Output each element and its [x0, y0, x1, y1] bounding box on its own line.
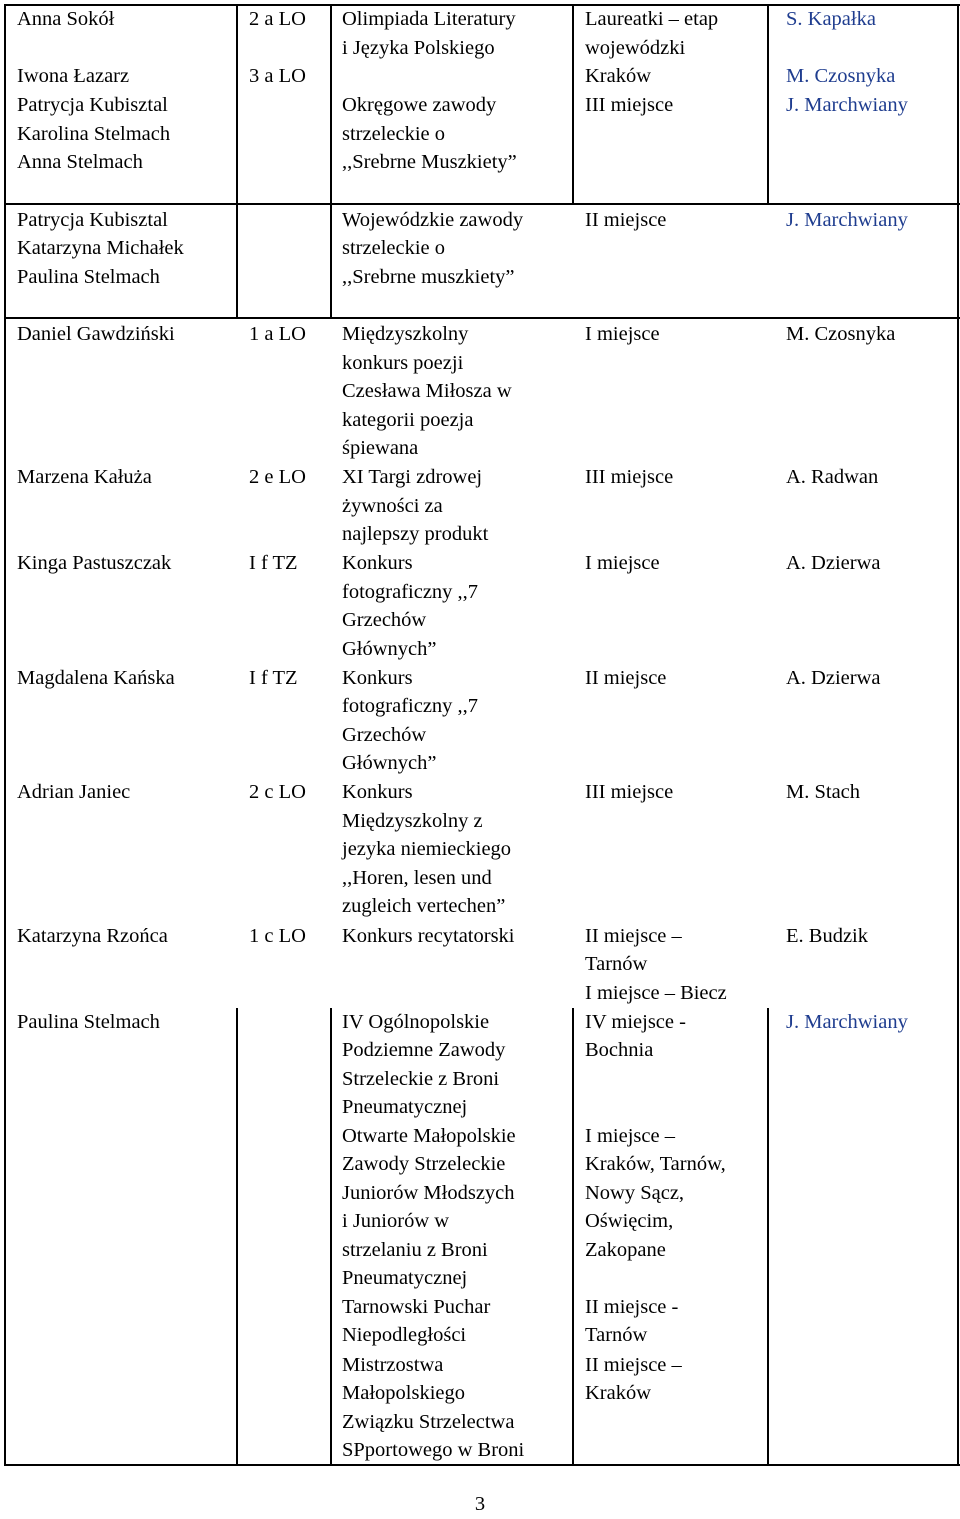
teacher-name: S. Kapałka — [786, 8, 876, 30]
column-divider — [572, 4, 574, 203]
event-name: Juniorów Młodszych — [342, 1182, 515, 1204]
event-name: strzeleckie o — [342, 123, 446, 145]
column-divider — [572, 1008, 574, 1466]
result: II miejsce – — [585, 1354, 682, 1376]
teacher-name: J. Marchwiany — [786, 94, 908, 116]
student-name: Katarzyna Rzońca — [17, 925, 168, 947]
result: III miejsce — [585, 466, 674, 488]
event-name: Okręgowe zawody — [342, 94, 497, 116]
class-label: 2 c LO — [249, 781, 306, 803]
row-divider — [4, 317, 960, 319]
result: I miejsce — [585, 552, 660, 574]
column-divider — [236, 1008, 238, 1466]
event-name: Konkurs recytatorski — [342, 925, 515, 947]
event-name: Strzeleckie z Broni — [342, 1068, 500, 1090]
result: Bochnia — [585, 1039, 654, 1061]
class-label: I f TZ — [249, 552, 298, 574]
event-name: Związku Strzelectwa — [342, 1411, 515, 1433]
result: II miejsce – — [585, 925, 682, 947]
result: I miejsce — [585, 323, 660, 345]
student-name: Paulina Stelmach — [17, 266, 160, 288]
class-label: 3 a LO — [249, 65, 306, 87]
student-name: Anna Stelmach — [17, 151, 143, 173]
row-divider — [4, 203, 960, 205]
event-name: śpiewana — [342, 437, 419, 459]
event-name: strzeleckie o — [342, 237, 446, 259]
teacher-name: M. Czosnyka — [786, 65, 896, 87]
event-name: ,,Horen, lesen und — [342, 867, 492, 889]
student-name: Karolina Stelmach — [17, 123, 171, 145]
student-name: Magdalena Kańska — [17, 667, 175, 689]
column-divider — [236, 4, 238, 317]
result: II miejsce - — [585, 1296, 679, 1318]
column-divider — [330, 4, 332, 317]
event-name: Mistrzostwa — [342, 1354, 444, 1376]
event-name: kategorii poezja — [342, 409, 474, 431]
result-text: Laureatki – etap — [585, 8, 719, 30]
result: Kraków, Tarnów, — [585, 1153, 726, 1175]
student-name: Katarzyna Michałek — [17, 237, 184, 259]
event-name: żywności za — [342, 495, 443, 517]
teacher-name: J. Marchwiany — [786, 209, 908, 231]
table-border-left — [4, 4, 6, 1466]
class-label: 1 c LO — [249, 925, 306, 947]
student-name: Marzena Kałuża — [17, 466, 152, 488]
event-name: Pneumatycznej — [342, 1267, 468, 1289]
column-divider — [330, 1008, 332, 1466]
event-name: jezyka niemieckiego — [342, 838, 512, 860]
event-name: Grzechów — [342, 724, 427, 746]
event-name: najlepszy produkt — [342, 523, 489, 545]
student-name: Anna Sokół — [17, 8, 115, 30]
event-name: i Języka Polskiego — [342, 37, 495, 59]
result: Tarnów — [585, 953, 648, 975]
result: III miejsce — [585, 781, 674, 803]
event-name: Głównych” — [342, 638, 437, 660]
class-label: 2 a LO — [249, 8, 306, 30]
student-name: Patrycja Kubisztal — [17, 209, 168, 231]
result: I miejsce – Biecz — [585, 982, 727, 1004]
event-name: Konkurs — [342, 667, 413, 689]
teacher-name: A. Dzierwa — [786, 667, 881, 689]
event-name: zugleich vertechen” — [342, 895, 506, 917]
event-name: Konkurs — [342, 552, 413, 574]
class-label: 2 e LO — [249, 466, 306, 488]
event-name: konkurs poezji — [342, 352, 464, 374]
event-name: Grzechów — [342, 609, 427, 631]
result — [585, 5, 745, 34]
event-name: Wojewódzkie zawody — [342, 209, 524, 231]
teacher-name: M. Stach — [786, 781, 861, 803]
class-label: 1 a LO — [249, 323, 306, 345]
student-name: Daniel Gawdziński — [17, 323, 175, 345]
event-name: Tarnowski Puchar — [342, 1296, 491, 1318]
class-label: I f TZ — [249, 667, 298, 689]
teacher-name: E. Budzik — [786, 925, 868, 947]
student-name: Patrycja Kubisztal — [17, 94, 168, 116]
event-name: Olimpiada Literatury — [342, 8, 516, 30]
result: Kraków — [585, 65, 652, 87]
event-name: i Juniorów w — [342, 1210, 450, 1232]
event-name: Międzyszkolny z — [342, 810, 483, 832]
result: wojewódzki — [585, 37, 686, 59]
result: II miejsce — [585, 667, 667, 689]
event-name: XI Targi zdrowej — [342, 466, 483, 488]
teacher-name: A. Radwan — [786, 466, 879, 488]
teacher-name: A. Dzierwa — [786, 552, 881, 574]
event-name: Czesława Miłosza w — [342, 380, 512, 402]
result: II miejsce — [585, 209, 667, 231]
event-name: strzelaniu z Broni — [342, 1239, 488, 1261]
result: Zakopane — [585, 1239, 666, 1261]
teacher-name: M. Czosnyka — [786, 323, 896, 345]
event-name: Podziemne Zawody — [342, 1039, 506, 1061]
event-name: Głównych” — [342, 752, 437, 774]
result: Kraków — [585, 1382, 652, 1404]
event-name: ,,Srebrne Muszkiety” — [342, 151, 517, 173]
event-name: fotograficzny ,,7 — [342, 695, 479, 717]
event-name: SPportowego w Broni — [342, 1439, 525, 1461]
event-name: fotograficzny ,,7 — [342, 581, 479, 603]
event-name: Zawody Strzeleckie — [342, 1153, 506, 1175]
result: IV miejsce - — [585, 1011, 686, 1033]
event-name: Małopolskiego — [342, 1382, 465, 1404]
student-name: Paulina Stelmach — [17, 1011, 160, 1033]
event-name: Niepodległości — [342, 1324, 467, 1346]
student-name: Kinga Pastuszczak — [17, 552, 172, 574]
event-name: Pneumatycznej — [342, 1096, 468, 1118]
result: Tarnów — [585, 1324, 648, 1346]
event-name: Międzyszkolny — [342, 323, 469, 345]
page-number: 3 — [474, 1493, 486, 1515]
event-name: IV Ogólnopolskie — [342, 1011, 490, 1033]
result: Oświęcim, — [585, 1210, 674, 1232]
result: Nowy Sącz, — [585, 1182, 685, 1204]
result: III miejsce — [585, 94, 674, 116]
student-name: Adrian Janiec — [17, 781, 131, 803]
event-name: Otwarte Małopolskie — [342, 1125, 516, 1147]
column-divider — [767, 4, 769, 203]
table-border-right — [957, 4, 959, 1466]
result: I miejsce – — [585, 1125, 675, 1147]
event-name: Konkurs — [342, 781, 413, 803]
student-name: Iwona Łazarz — [17, 65, 130, 87]
event-name: ,,Srebrne muszkiety” — [342, 266, 515, 288]
column-divider — [767, 1008, 769, 1466]
teacher-name: J. Marchwiany — [786, 1011, 908, 1033]
